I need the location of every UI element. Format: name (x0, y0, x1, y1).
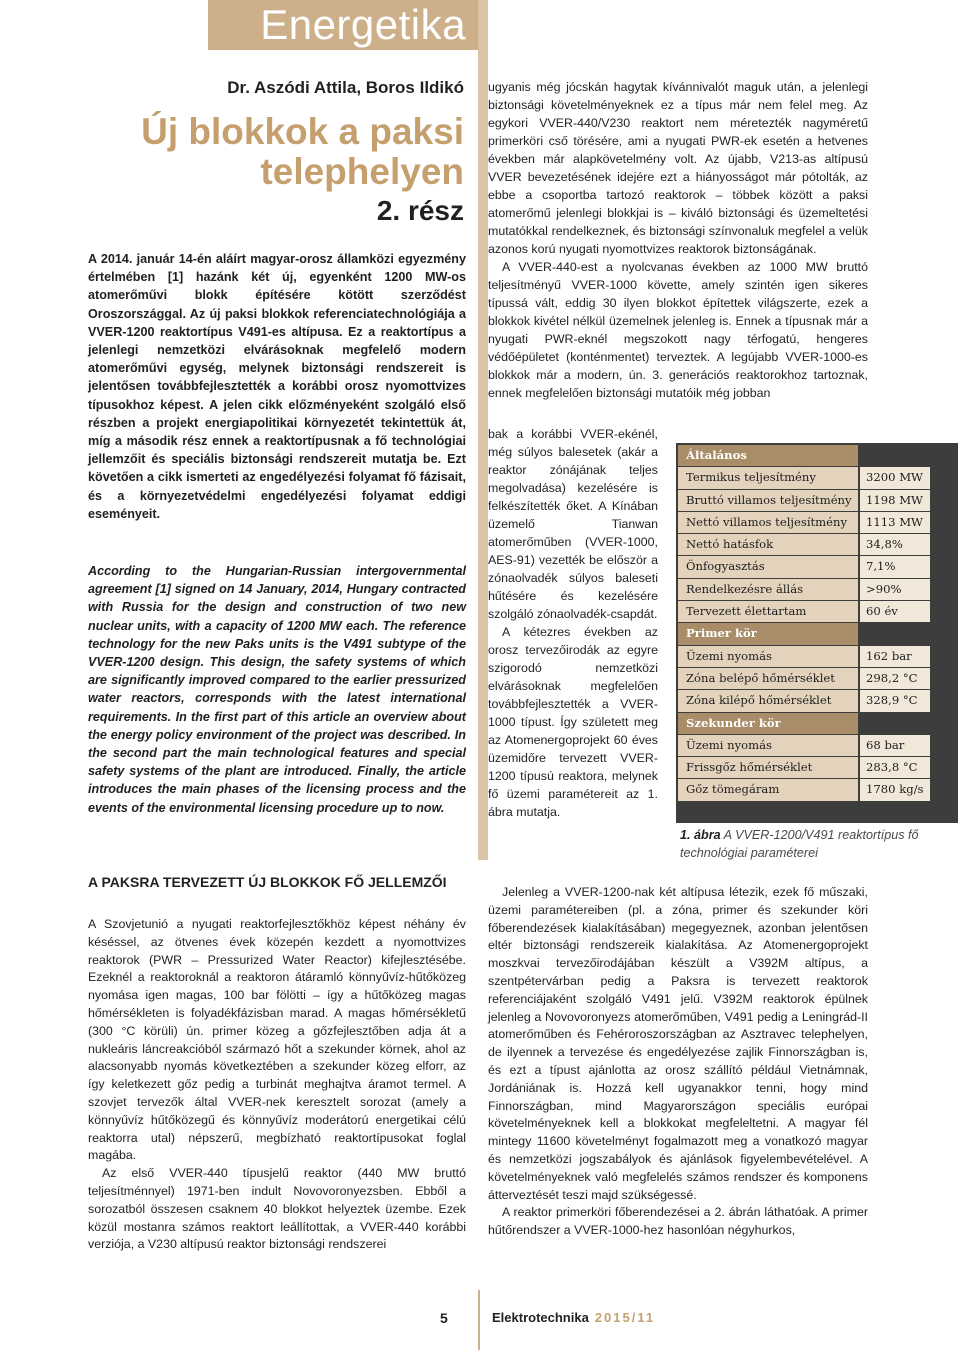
section-title: Energetika (260, 1, 466, 48)
table-header-secondary: Szekunder kör (678, 713, 858, 734)
table-row (678, 623, 958, 644)
table-row: Termikus teljesítmény 3200 MW (678, 467, 958, 488)
article-part: 2. rész (376, 195, 464, 226)
section-banner (208, 0, 488, 50)
table-row: Rendelkezésre állás >90% (678, 579, 958, 600)
body-column-right-top (488, 78, 868, 402)
figure-caption-text: A VVER-1200/V491 reaktortípus fő technológiai paraméterei (680, 828, 919, 860)
page-number: 5 (440, 1310, 448, 1326)
paragraph: Jelenleg a VVER-1200-nak két altípusa létezik, ezek fő műszaki, üzemi paramétereiben (pl. a zóna, primer és szekunder köri főberendezések kialakításában) megegyeznek, azonban jelentősen eltér biztonsági rendszereik kialakítása. Az Atomenergoprojekt moszkvai tervezőirodájában készült a V392M altípus, a szentpétervárban pedig a Paksra is tervezett reaktorok referenciájaként szolgáló V491 jelű. V392M reaktorok épülnek jelenleg a Novovoronyezs atomerőműben, V491 pedig a Leningrád-II atomerőműben és Fehéroroszországban az Asztravec telephelyen, de ilyennek a tervezése és engedélyezése zajlik Finnországban is, és ezt a típust ajánlotta az orosz szállító például Vietnámnak, Jordániának is. Hozzá kell ugyanakkor tenni, hogy mind Finnországban, mind Magyarországon speciális európai követelményeknek kell a blokkokat megfeleltetni. A magyar fél mintegy 11600 követelményt fogalmazott meg a vonatkozó magyar és nemzetközi jogszabályok és ajánlások figyelembevételével. A követelményeknek való megfelelés számos rendszer és komponens átterveztését teszi majd szükségessé. (488, 885, 868, 1202)
table-row: Zóna kilépő hőmérséklet 328,9 °C (678, 690, 958, 711)
table-row: Üzemi nyomás 162 bar (678, 646, 958, 667)
table-row: Önfogyasztás 7,1% (678, 556, 958, 577)
table-row: Zóna belépő hőmérséklet 298,2 °C (678, 668, 958, 689)
table-row (678, 713, 958, 734)
table-row: Nettó hatásfok 34,8% (678, 534, 958, 555)
title-line-1: Új blokkok a paksi (141, 111, 464, 152)
paragraph: bak a korábbi VVER-ekénél, még súlyos balesetek (akár a reaktor zónájának teljes megolvadása) kezelésére is felkészítették őket. A Kínában üzemelő Tianwan atomerőműben (VVER-1000, AES-91) vezették be először a zónaolvadék súlyos baleseti hűtésére és kezelésére szolgáló zónaolvadék-csapdát. (488, 427, 658, 621)
paragraph: A reaktor primerköri főberendezései a 2. ábrán láthatóak. A primer hűtőrendszer a VVER-1000-hez hasonlóan négyhurkos, (488, 1205, 868, 1238)
body-column-narrow (488, 425, 658, 821)
article-authors: Dr. Aszódi Attila, Boros Ildikó (227, 78, 464, 97)
journal-name (492, 1310, 655, 1325)
table-row: Nettó villamos teljesítmény 1113 MW (678, 512, 958, 533)
paragraph: A Szovjetunió a nyugati reaktorfejlesztőkhöz képest néhány év késéssel, az ötvenes évek közepén kezdett a nyomottvizes reaktorok (PWR – Pressurized Water Reactor) kifejlesztésébe. Ezeknél a reaktoroknál a reaktoron átáramló könnyűvíz-hűtőközeg nyomása igen magas, 100 bar fölötti – így a hűtőközeg magas hőmérsékleten is folyadékfázisban marad. A magas hőmérsékletű (300 °C körüli) ún. primer közeg a gőzfejlesztőben adja át a nukleáris láncreakcióból származó hőt a szekunder körnek, ahol az alacsonyabb nyomás következtében a szekunder közeg elforr, az így keletkezett gőz pedig a turbinát meghajtva áramot termel. A szovjet tervezők által VVER-nek keresztelt sorozat (amely a könnyűvíz hűtőközegű és könnyűvíz moderátorú energetikai célú reaktorra utal) népszerű, megbízható reaktortípusokat foglal magába. (88, 917, 466, 1163)
journal-title: Elektrotechnika (492, 1310, 589, 1325)
footer-divider (478, 1290, 480, 1350)
table-header-general: Általános (678, 445, 858, 466)
table-row: Üzemi nyomás 68 bar (678, 735, 958, 756)
figure-caption (680, 826, 930, 862)
body-column-left (88, 916, 466, 1254)
paragraph: ugyanis még jócskán hagytak kívánnivalót maguk után, a jelenlegi biztonsági követelményeknek ez a típus már nem felel meg. Az egykori VVER-440/V230 reaktort nem méretezték nagyméretű primerköri cső törésére, ami a nyugati PWR-ek esetén a hetvenes években már alapkövetelmény volt. Az újabb, V213-as altípusú VVER bevezetésének idejére ezt a hiányosságot már pótolták, az ebbe a csoportba tartozó reaktorok – többek között a paksi atomerőmű jelenlegi blokkjai is – kiváló biztonsági és üzemeltetési mutatókkal rendelkeznek, és biztonsági színvonaluk megfelel a velük azonos korú nyugati nyomottvizes reaktorok biztonságának. (488, 80, 868, 256)
paragraph: A VVER-440-est a nyolcvanas években az 1000 MW bruttó teljesítményű VVER-1000 követte, amely szintén igen sikeres típussá vált, eddig 30 ilyen blokkot építettek világszerte, ezek a blokkok kivétel nélkül üzemelnek jelenleg is. Ennek a típusnak már a nyugati PWR-eknél megszokott nagy térfogatú, hengeres védőépületet (konténmentet) terveztek. A legújabb VVER-1000-es blokkok már a modern, ún. 3. generációs reaktorokhoz tartoznak, ennek megfelelően biztonsági mutatóik még jobban (488, 260, 868, 400)
table-header-primary: Primer kör (678, 623, 858, 644)
table-row: Tervezett élettartam 60 év (678, 601, 958, 622)
table-row: Frissgőz hőmérséklet 283,8 °C (678, 757, 958, 778)
paragraph: Az első VVER-440 típusjelű reaktor (440 MW bruttó teljesítménnyel) 1971-ben indult Novovoronyezsben. Ebből a sorozatból összesen csaknem 40 blokkot helyeztek üzembe. Ezek közül mostanra számos reaktort leállítottak, a VVER-440 korábbi verziója, a V230 altípusú reaktor biztonsági rendszerei (88, 1166, 466, 1252)
title-line-2: telephelyen (260, 151, 464, 192)
abstract-english: According to the Hungarian-Russian intergovernmental agreement [1] signed on 14 January, 2014, Hungary contracted with Russia for the design and construction of two new nuclear units, with a capacity of 1200 MW each. The reference technology for the new Paks units is the V491 subtype of the VVER-1200 design. This design, the safety systems of which are significantly improved compared to the earlier pressurized water reactors, corresponds with the latest international requirements. In the first part of this article an overview about the energy policy environment of the project was described. In the second part the main technological features and special safety systems of the plant are introduced. Finally, the article introduces the main phases of the licensing process and the events of the environmental licensing procedure up to now. (88, 564, 466, 815)
journal-issue: 2015/11 (594, 1310, 656, 1325)
table-row: Bruttó villamos teljesítmény 1198 MW (678, 490, 958, 511)
parameters-table (676, 443, 958, 823)
figure-label: 1. ábra (680, 828, 721, 842)
decorative-stripe (478, 0, 488, 860)
abstract-hungarian: A 2014. január 14-én aláírt magyar-orosz államközi egyezmény értelmében [1] hazánk két új, egyenként 1200 MW-os atomerőművi blokk építésére kötött szerződést Oroszországgal. Az új paksi blokkok referenciatechnológiája a VVER-1200 reaktortípus V491-es altípusa. Ez a reaktortípus a jelenlegi nemzetközi elvárásoknak megfelelő modern atomerőművi egység, melynek biztonsági rendszereit is jelentősen továbbfejlesztették a korábbi orosz nyomottvizes típusokhoz képest. A jelen cikk előzményeként szolgáló első részben a projekt energiapolitikai környezetét tekintettük át, míg a második rész ennek a reaktortípusnak a fő technológiai jellemzőit és speciális biztonsági rendszereit mutatja be. Ezt követően a cikk ismerteti az engedélyezési folyamat fő fázisait, és a környezetvédelmi engedélyezési folyamat eddigi eseményeit. (88, 252, 466, 521)
paragraph: A kétezres években az orosz tervezőirodák az egyre szigorodó nemzetközi elvárásoknak megfelelően továbbfejlesztették a VVER-1000 típust. Így született meg az Atomenergoprojekt 60 éves üzemidőre tervezett VVER-1200 típusú reaktora, melynek fő üzemi paramétereit az 1. ábra mutatja. (488, 625, 658, 819)
body-column-right (488, 884, 868, 1240)
table-row (678, 445, 958, 466)
section-heading: A PAKSRA TERVEZETT ÚJ BLOKKOK FŐ JELLEMZŐI (88, 874, 447, 890)
article-title (141, 112, 464, 228)
table-row: Gőz tömegáram 1780 kg/s (678, 779, 958, 800)
